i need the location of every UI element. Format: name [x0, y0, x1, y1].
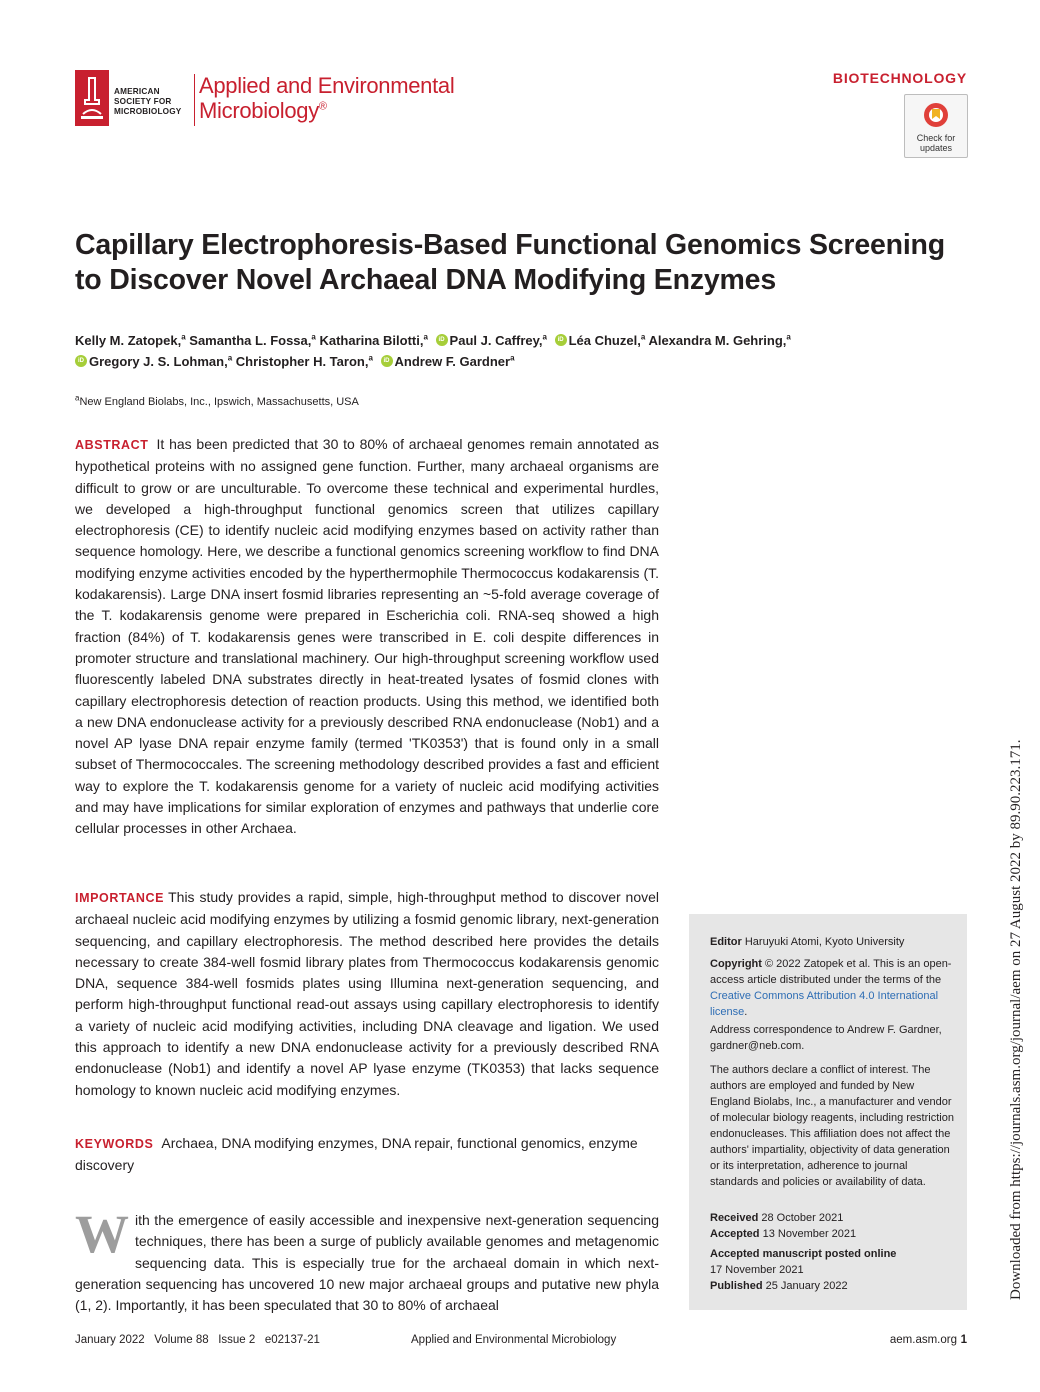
published-value: 25 January 2022 [765, 1280, 848, 1292]
affiliation-mark: a [640, 332, 646, 342]
asm-logo [75, 70, 109, 126]
crossmark-label [905, 133, 967, 153]
journal-line-2 [199, 98, 454, 123]
author-name: Katharina Bilotti, [319, 333, 424, 348]
received-value: 28 October 2021 [761, 1212, 844, 1224]
affiliation-mark: a [368, 353, 373, 363]
journal-name [199, 73, 454, 123]
header-divider [194, 74, 195, 126]
license-link[interactable]: Creative Commons Attribution 4.0 International license [710, 990, 939, 1018]
article-info-sidebar [689, 914, 967, 1310]
orcid-icon[interactable] [555, 334, 567, 346]
affiliation-mark: a [786, 332, 791, 342]
conflict-statement: The authors declare a conflict of interest. The authors are employed and funded by New England Biolabs, Inc., a manufacturer and vendor of molecular biology reagents, including restriction endonucleases. This affiliation does not affect the authors' impartiality, objectivity of data generation or its interpretation, adherence to journal standards and policies or availability of data. [710, 1064, 954, 1188]
intro-paragraph [75, 1204, 659, 1316]
received-date [710, 1210, 955, 1226]
orcid-icon[interactable] [436, 334, 448, 346]
received-label: Received [710, 1212, 759, 1224]
author-name: Kelly M. Zatopek, [75, 333, 182, 348]
crossmark-line-2: updates [919, 143, 953, 153]
crossmark-line-1: Check for [916, 133, 956, 143]
crossmark-icon [905, 95, 967, 135]
license-end: . [744, 1006, 748, 1018]
importance-text: This study provides a rapid, simple, high-throughput method to discover novel archaeal nucleic acid modifying enzymes by utilizing a fosmid genomic library, next-generation sequencing, and capillary electrophoresis. The method described here provides the details necessary to create 384-well fosmid library plates from Thermococcus kodakarensis genomic DNA, sequence 384-well fosmids plates using Illumina next-generation sequencing, and perform high-throughput functional read-out assays using capillary electrophoresis to identify a variety of nucleic acid modifying activities, including DNA cleavage and ligation. We used this approach to identify a new DNA endonuclease activity for a previously described RNA endonuclease (Nob1) and identify a novel AP lyase enzyme (TK0353) that lacks sequence homology to known nucleic acid modifying enzymes. [75, 889, 659, 1098]
affiliation-mark: a [423, 332, 428, 342]
author-name: Andrew F. Gardner [394, 354, 511, 369]
author[interactable] [89, 354, 232, 369]
affiliation-mark: a [181, 332, 186, 342]
abstract [75, 434, 659, 840]
published-date [710, 1278, 955, 1294]
footer-journal: Applied and Environmental Microbiology [411, 1334, 617, 1346]
download-watermark: Downloaded from https://journals.asm.org/journal/aem on 27 August 2022 by 89.90.223.171. [1008, 739, 1024, 1300]
affiliation-mark: a [542, 332, 547, 342]
accepted-ms-value: 17 November 2021 [710, 1264, 804, 1276]
published-label: Published [710, 1280, 763, 1292]
editor-label: Editor [710, 936, 742, 948]
abstract-text: It has been predicted that 30 to 80% of archaeal genomes remain annotated as hypothetical proteins with no assigned gene function. Further, many archaeal organisms are difficult to grow or are unculturable. To overcome these technical and experimental hurdles, we developed a high-throughput functional genomics screen that utilizes capillary electrophoresis (CE) to identify nucleic acid modifying enzymes based on activity rather than sequence homology. Here, we describe a functional genomics screening workflow to find DNA modifying enzyme activities encoded by the hyperthermophile Thermococcus kodakarensis (T. kodakarensis). Large DNA insert fosmid libraries representing an ~5-fold average coverage of the T. kodakarensis genome were prepared in Escherichia coli. RNA-seq showed a high fraction (84%) of T. kodakarensis genes were transcribed in E. coli despite differences in promoter structure and translational machinery. Our high-throughput screening workflow used fluorescently labeled DNA substrates directly in heat-treated lysates of fosmid clones with capillary electrophoresis detection of reaction products. Using this method, we identified both a new DNA endonuclease activity for a previously described RNA endonuclease (Nob1) and a novel AP lyase DNA repair enzyme family (termed 'TK0353') that is found only in a small subset of Thermococcales. The screening methodology described provides a fast and efficient way to explore the T. kodakarensis genome for a variety of nucleic acid modifying activities and may have implications for similar exploration of enzymes and pathways that underlie core cellular processes in other Archaea. [75, 436, 659, 837]
keywords-text: Archaea, DNA modifying enzymes, DNA repair, functional genomics, enzyme discovery [75, 1135, 638, 1174]
section-label: BIOTECHNOLOGY [832, 70, 967, 86]
orcid-icon[interactable] [381, 355, 393, 367]
accepted-ms-label: Accepted manuscript posted online [710, 1248, 897, 1260]
author-name: Alexandra M. Gehring, [648, 333, 787, 348]
keywords-section [75, 1133, 659, 1177]
society-line-1: AMERICAN [114, 87, 160, 96]
accepted-date [710, 1226, 955, 1242]
abstract-label: ABSTRACT [75, 438, 149, 452]
editor-name: Haruyuki Atomi, Kyoto University [744, 936, 905, 948]
author-name: Paul J. Caffrey, [449, 333, 543, 348]
editor-info [710, 934, 955, 950]
page-number: 1 [960, 1334, 967, 1346]
author[interactable] [75, 333, 186, 348]
author[interactable] [236, 354, 373, 369]
author-name: Gregory J. S. Lohman, [89, 354, 228, 369]
society-line-2: SOCIETY FOR [114, 97, 172, 106]
microscope-icon [75, 70, 109, 126]
affiliation-mark: a [311, 332, 316, 342]
journal-line-2-text: Microbiology [199, 98, 319, 123]
intro-text: ith the emergence of easily accessible and inexpensive next-generation sequencing techniques, there has been a surge of publicly available genomes and metagenomic sequencing data. This is especially true for the archaeal domain in which next-generation sequencing has uncovered 10 new major archaeal groups and putative new phyla (1, 2). Importantly, it has been speculated that 30 to 80% of archaeal [75, 1212, 659, 1314]
author[interactable] [648, 333, 790, 348]
author[interactable] [319, 333, 427, 348]
copyright-text: © 2022 Zatopek et al. This is an open-access article distributed under the terms of the [710, 958, 952, 986]
importance-section [75, 887, 659, 1101]
author-name: Léa Chuzel, [568, 333, 641, 348]
drop-cap: W [75, 1204, 129, 1264]
affiliation-mark: a [75, 393, 80, 403]
affiliation-mark: a [510, 353, 515, 363]
copyright-info [710, 956, 955, 1020]
author[interactable] [395, 354, 515, 369]
author[interactable] [450, 333, 547, 348]
accepted-value: 13 November 2021 [762, 1228, 857, 1240]
importance-label: IMPORTANCE [75, 891, 165, 905]
article-title: Capillary Electrophoresis-Based Functional Genomics Screening to Discover Novel Archaeal DNA Modifying Enzymes [75, 229, 945, 296]
society-name [114, 87, 181, 117]
orcid-icon[interactable] [75, 355, 87, 367]
affiliation-text: New England Biolabs, Inc., Ipswich, Massachusetts, USA [79, 396, 359, 408]
correspondence: Address correspondence to Andrew F. Gardner, gardner@neb.com. [710, 1024, 942, 1052]
affiliation-mark: a [227, 353, 233, 363]
journal-url[interactable]: aem.asm.org [889, 1334, 957, 1346]
author[interactable] [189, 333, 316, 348]
author-name: Samantha L. Fossa, [189, 333, 312, 348]
society-line-3: MICROBIOLOGY [114, 107, 182, 116]
journal-line-1: Applied and Environmental [199, 73, 455, 98]
accepted-manuscript-date [710, 1246, 955, 1278]
author-name: Christopher H. Taron, [235, 354, 369, 369]
keywords-label: KEYWORDS [75, 1137, 154, 1151]
author[interactable] [569, 333, 646, 348]
author-list [75, 330, 965, 372]
issue-info: January 2022 Volume 88 Issue 2 e02137-21 [75, 1334, 320, 1346]
check-for-updates-button[interactable] [904, 94, 968, 158]
affiliation [75, 393, 359, 408]
registered-mark: ® [318, 100, 327, 113]
copyright-label: Copyright [710, 958, 762, 970]
accepted-label: Accepted [710, 1228, 760, 1240]
